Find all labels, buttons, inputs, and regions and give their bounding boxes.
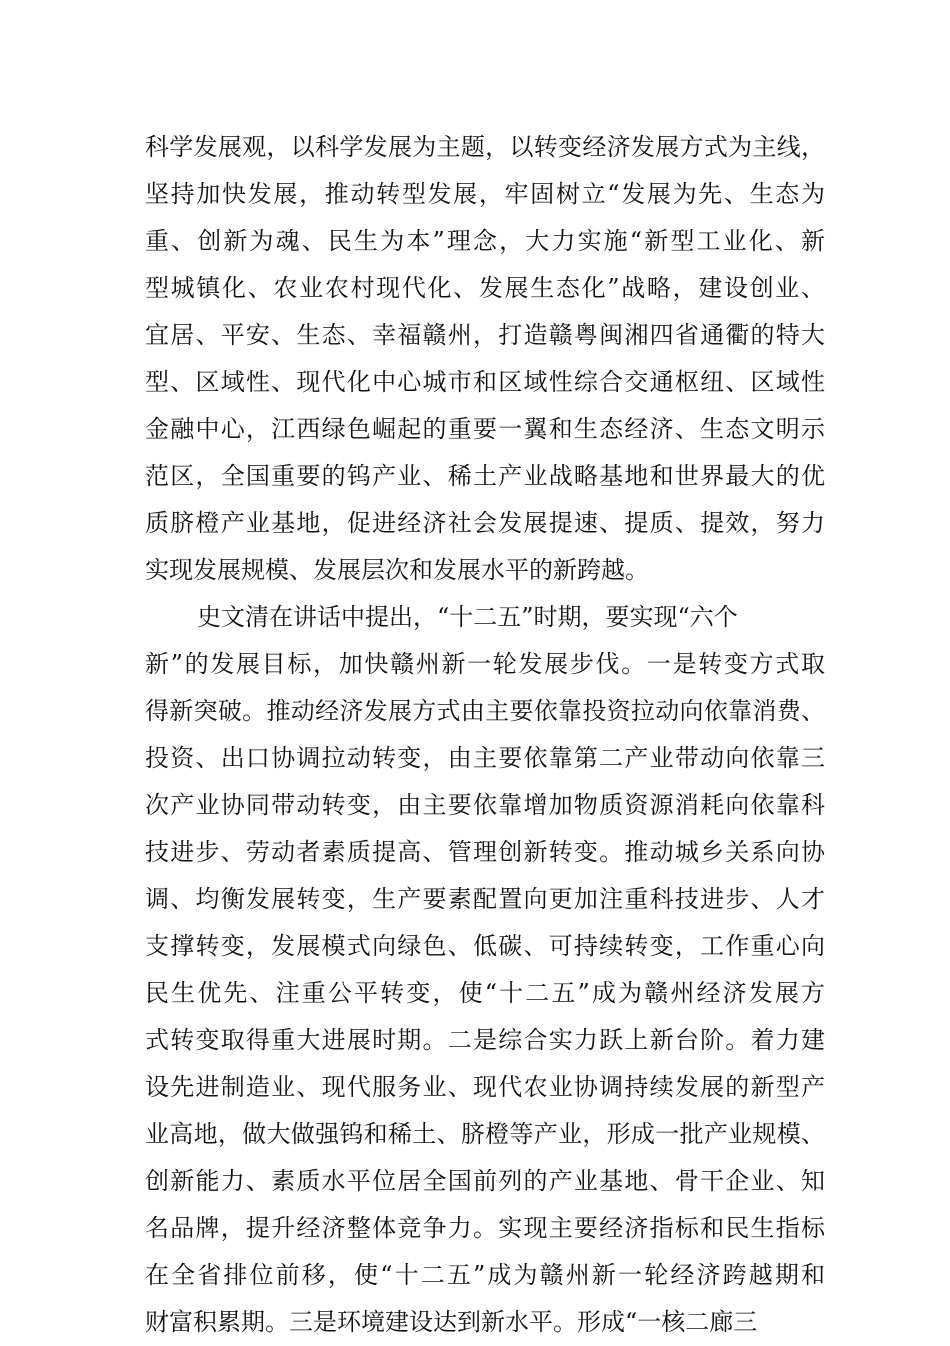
text-line-12: 新”的发展目标，加快赣州新一轮发展步伐。一是转变方式取 xyxy=(145,650,825,678)
text-line-9: 质脐橙产业基地，促进经济社会发展提速、提质、提效，努力 xyxy=(145,509,825,537)
text-line-5: 宜居、平安、生态、幸福赣州，打造赣粤闽湘四省通衢的特大 xyxy=(145,321,825,349)
text-line-21: 设先进制造业、现代服务业、现代农业协调持续发展的新型产 xyxy=(145,1073,825,1101)
text-line-23: 创新能力、素质水平位居全国前列的产业基地、骨干企业、知 xyxy=(145,1167,825,1195)
text-line-6: 型、区域性、现代化中心城市和区域性综合交通枢纽、区域性 xyxy=(145,368,825,396)
text-line-18: 支撑转变，发展模式向绿色、低碳、可持续转变，工作重心向 xyxy=(145,932,825,960)
text-line-24: 名品牌，提升经济整体竞争力。实现主要经济指标和民生指标 xyxy=(145,1214,825,1242)
text-line-11: 史文清在讲话中提出，“十二五”时期，要实现“六个 xyxy=(197,603,738,631)
text-line-8: 范区，全国重要的钨产业、稀土产业战略基地和世界最大的优 xyxy=(145,462,825,490)
text-line-10: 实现发展规模、发展层次和发展水平的新跨越。 xyxy=(145,556,649,584)
text-line-2: 坚持加快发展，推动转型发展，牢固树立“发展为先、生态为 xyxy=(145,180,825,208)
text-line-19: 民生优先、注重公平转变，使“十二五”成为赣州经济发展方 xyxy=(145,979,825,1007)
text-line-3: 重、创新为魂、民生为本”理念，大力实施“新型工业化、新 xyxy=(145,227,825,255)
text-line-22: 业高地，做大做强钨和稀土、脐橙等产业，形成一批产业规模、 xyxy=(145,1120,825,1148)
text-line-25: 在全省排位前移，使“十二五”成为赣州新一轮经济跨越期和 xyxy=(145,1261,825,1289)
text-line-14: 投资、出口协调拉动转变，由主要依靠第二产业带动向依靠三 xyxy=(145,744,825,772)
text-line-15: 次产业协同带动转变，由主要依靠增加物质资源消耗向依靠科 xyxy=(145,791,825,819)
text-line-7: 金融中心，江西绿色崛起的重要一翼和生态经济、生态文明示 xyxy=(145,415,825,443)
text-line-16: 技进步、劳动者素质提高、管理创新转变。推动城乡关系向协 xyxy=(145,838,825,866)
text-line-4: 型城镇化、农业农村现代化、发展生态化”战略，建设创业、 xyxy=(145,274,825,302)
text-line-20: 式转变取得重大进展时期。二是综合实力跃上新台阶。着力建 xyxy=(145,1026,825,1054)
text-line-17: 调、均衡发展转变，生产要素配置向更加注重科技进步、人才 xyxy=(145,885,825,913)
text-line-1: 科学发展观，以科学发展为主题，以转变经济发展方式为主线， xyxy=(145,133,825,161)
text-line-13: 得新突破。推动经济发展方式由主要依靠投资拉动向依靠消费、 xyxy=(145,697,825,725)
body-text xyxy=(145,124,825,1346)
text-line-26: 财富积累期。三是环境建设达到新水平。形成“一核二廊三 xyxy=(145,1308,758,1336)
